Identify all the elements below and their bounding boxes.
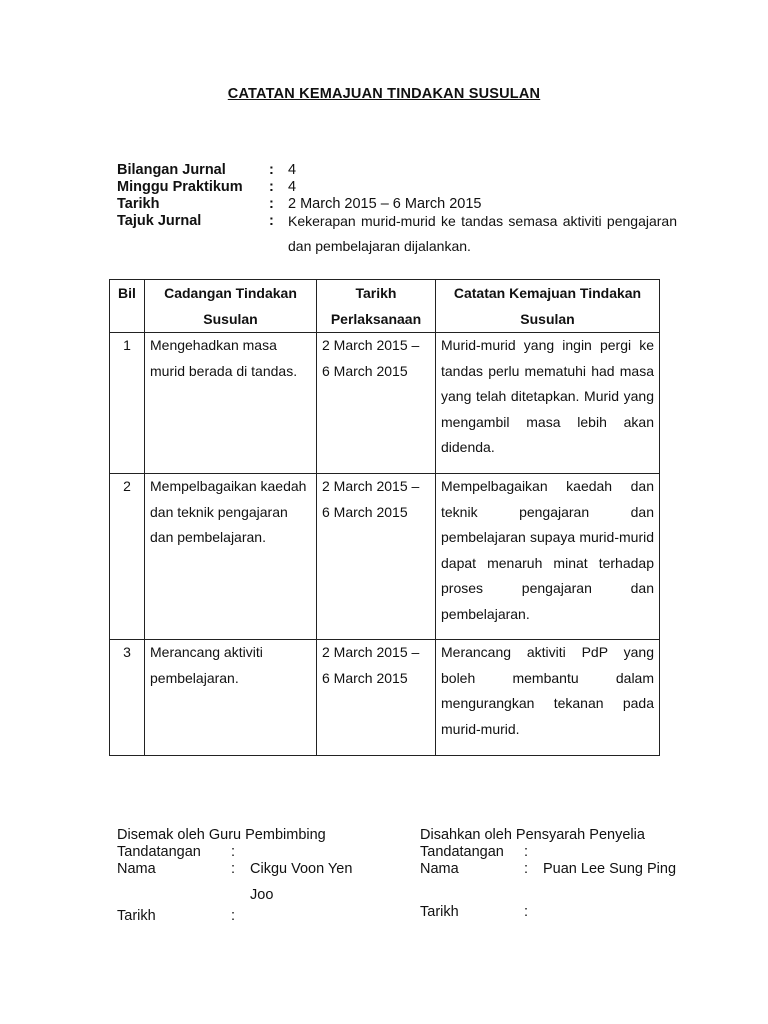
meta-colon: : (269, 196, 274, 212)
cell-cadangan: Merancang aktiviti pembelajaran. (145, 640, 317, 756)
cell-bil: 2 (110, 474, 145, 640)
meta-colon: : (269, 179, 274, 195)
cell-cadangan: Mempelbagaikan kaedah dan teknik pengajaran dan pembelajaran. (145, 474, 317, 640)
signature-left-tarikh-row (117, 908, 397, 925)
tandatangan-label: Tandatangan (420, 844, 504, 860)
signature-block-left (117, 827, 397, 925)
signature-colon: : (524, 844, 529, 860)
header-cadangan: Cadangan Tindakan Susulan (145, 280, 317, 333)
signature-colon: : (231, 861, 236, 877)
cell-catatan: Merancang aktiviti PdP yang boleh membantu dalam mengurangkan tekanan pada murid-murid. (436, 640, 660, 756)
table-row (110, 640, 660, 756)
meta-row-tajuk (117, 213, 677, 259)
signature-colon: : (231, 844, 236, 860)
header-tarikh: Tarikh Perlaksanaan (317, 280, 436, 333)
bilangan-value: 4 (288, 162, 297, 178)
nama-value: Cikgu Voon Yen Joo (250, 861, 353, 903)
cell-catatan: Murid-murid yang ingin pergi ke tandas perlu mematuhi had masa yang telah ditetapkan. Murid yang mengambil masa lebih akan didenda. (436, 333, 660, 474)
meta-colon: : (269, 162, 274, 178)
table-header-row (110, 280, 660, 333)
tajuk-label: Tajuk Jurnal (117, 213, 202, 229)
signature-right-heading: Disahkan oleh Pensyarah Penyelia (420, 827, 645, 843)
header-catatan: Catatan Kemajuan Tindakan Susulan (436, 280, 660, 333)
signature-colon: : (524, 904, 529, 920)
tandatangan-label: Tandatangan (117, 844, 201, 860)
tarikh-value: 2 March 2015 – 6 March 2015 (288, 196, 482, 212)
meta-colon: : (269, 213, 274, 229)
cell-tarikh: 2 March 2015 – 6 March 2015 (317, 474, 436, 640)
signature-right-tandatangan-row (420, 844, 720, 861)
document-title: CATATAN KEMAJUAN TINDAKAN SUSULAN (227, 86, 541, 102)
cell-cadangan: Mengehadkan masa murid berada di tandas. (145, 333, 317, 474)
nama-value: Puan Lee Sung Ping (543, 861, 677, 877)
follow-up-table (109, 279, 660, 756)
cell-catatan: Mempelbagaikan kaedah dan teknik pengajaran dan pembelajaran supaya murid-murid dapat menaruh minat terhadap proses pengajaran dan pembelajaran. (436, 474, 660, 640)
nama-label: Nama (420, 861, 459, 877)
cell-bil: 3 (110, 640, 145, 756)
tarikh-label: Tarikh (117, 908, 156, 924)
table-row (110, 474, 660, 640)
table-row (110, 333, 660, 474)
meta-row-minggu (117, 179, 677, 196)
tarikh-label: Tarikh (117, 196, 160, 212)
journal-meta (117, 162, 677, 259)
cell-bil: 1 (110, 333, 145, 474)
tajuk-value: Kekerapan murid-murid ke tandas semasa aktiviti pengajaran dan pembelajaran dijalankan. (288, 213, 677, 254)
tarikh-label: Tarikh (420, 904, 459, 920)
minggu-label: Minggu Praktikum (117, 179, 243, 195)
signature-block-right (420, 827, 720, 921)
minggu-value: 4 (288, 179, 297, 195)
signature-left-nama-row (117, 861, 397, 908)
meta-row-bilangan (117, 162, 677, 179)
signature-colon: : (524, 861, 529, 877)
cell-tarikh: 2 March 2015 – 6 March 2015 (317, 333, 436, 474)
signature-colon: : (231, 908, 236, 924)
header-bil: Bil (110, 280, 145, 333)
signature-left-heading: Disemak oleh Guru Pembimbing (117, 827, 326, 843)
signature-right-nama-row (420, 861, 720, 878)
cell-tarikh: 2 March 2015 – 6 March 2015 (317, 640, 436, 756)
nama-label: Nama (117, 861, 156, 877)
signature-right-tarikh-row (420, 904, 720, 921)
bilangan-label: Bilangan Jurnal (117, 162, 226, 178)
